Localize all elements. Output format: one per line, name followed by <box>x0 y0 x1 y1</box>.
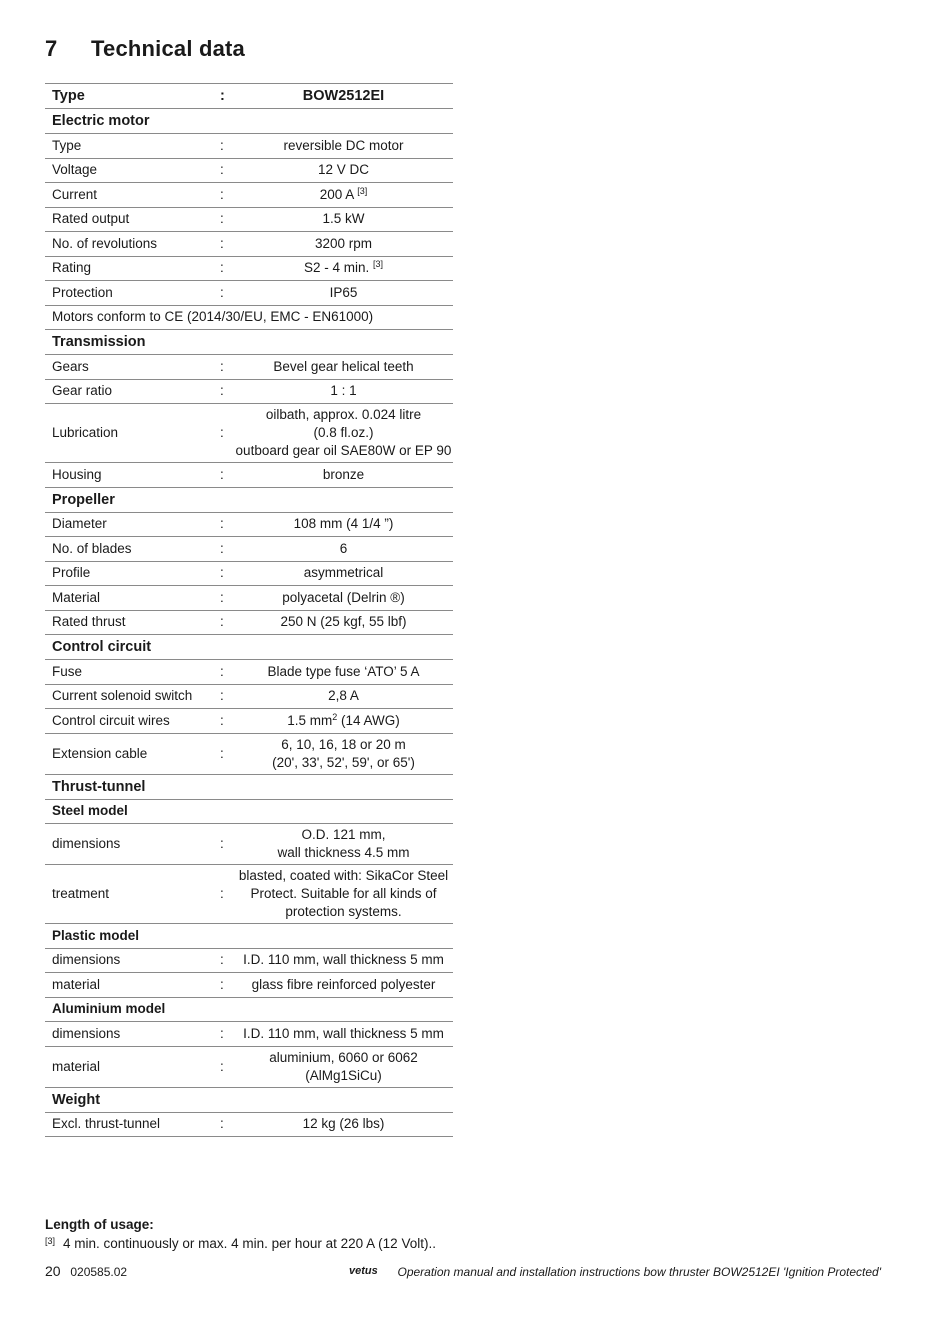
row-label: No. of revolutions <box>52 235 158 251</box>
row-colon: : <box>220 235 224 251</box>
row-value <box>234 586 453 611</box>
row-label: Rating <box>52 260 92 276</box>
row-colon: : <box>220 425 224 440</box>
spec-row <box>45 709 453 734</box>
section-title: Steel model <box>52 803 128 819</box>
value-text: 1.5 mm <box>287 712 333 728</box>
spec-row <box>45 134 453 159</box>
spec-table <box>45 83 453 1137</box>
section-header-plastic <box>45 924 453 949</box>
value-text: 1.5 kW <box>322 211 365 227</box>
section-title: Technical data <box>91 36 245 61</box>
value-text: Blade type fuse ‘ATO’ 5 A <box>267 663 420 679</box>
row-colon: : <box>220 1116 224 1132</box>
footnote-title: Length of usage: <box>45 1217 154 1232</box>
section-title: Aluminium model <box>52 1001 166 1017</box>
value-text: bronze <box>322 466 365 482</box>
row-colon: : <box>220 688 224 704</box>
row-colon: : <box>220 589 224 605</box>
value-text: 108 mm (4 1/4 ”) <box>293 516 394 532</box>
row-value <box>234 684 453 709</box>
value-text: I.D. 110 mm, wall thickness 5 mm <box>243 952 444 968</box>
value-line: (20', 33', 52', 59', or 65') <box>272 754 415 770</box>
value-text: reversible DC motor <box>283 137 404 153</box>
value-line: (0.8 fl.oz.) <box>313 425 374 440</box>
spec-row <box>45 586 453 611</box>
spec-row <box>45 973 453 998</box>
section-title: Plastic model <box>52 927 140 943</box>
spec-row <box>45 1112 453 1137</box>
row-colon: : <box>220 886 224 901</box>
row-value <box>234 660 453 685</box>
row-value <box>234 158 453 183</box>
spec-row <box>45 281 453 306</box>
row-colon: : <box>220 383 224 399</box>
spec-row <box>45 865 453 924</box>
row-colon: : <box>220 540 224 556</box>
row-colon: : <box>220 466 224 482</box>
spec-row <box>45 158 453 183</box>
value-text: 2,8 A <box>328 688 359 704</box>
row-colon: : <box>220 712 224 728</box>
spec-row <box>45 610 453 635</box>
spec-row <box>45 463 453 488</box>
section-header-electric_motor <box>45 109 453 134</box>
spec-row <box>45 537 453 562</box>
section-header-control_circuit <box>45 635 453 660</box>
row-colon: : <box>220 1058 224 1074</box>
row-colon: : <box>220 358 224 374</box>
row-colon: : <box>220 663 224 679</box>
doc-code: 020585.02 <box>70 1265 128 1279</box>
section-header-aluminium <box>45 997 453 1022</box>
row-label: Rated output <box>52 211 130 227</box>
row-label: Gear ratio <box>52 383 113 399</box>
value-text: polyacetal (Delrin ®) <box>282 589 405 605</box>
row-label: material <box>52 976 101 992</box>
value-text: (14 AWG) <box>337 712 400 728</box>
row-value <box>234 865 453 924</box>
section-title: Weight <box>52 1091 101 1108</box>
spec-row <box>45 561 453 586</box>
note-text: Motors conform to CE (2014/30/EU, EMC - EN61000) <box>52 309 374 325</box>
value-line: wall thickness 4.5 mm <box>277 845 410 860</box>
row-label: Fuse <box>52 663 83 679</box>
spec-row <box>45 183 453 208</box>
row-value <box>234 463 453 488</box>
row-colon: : <box>220 976 224 992</box>
spec-row <box>45 733 453 774</box>
spec-row <box>45 207 453 232</box>
row-label: dimensions <box>52 952 121 968</box>
row-value <box>234 733 453 774</box>
section-number: 7 <box>45 36 58 61</box>
row-label: Control circuit wires <box>52 712 170 728</box>
value-line: oilbath, approx. 0.024 litre <box>265 407 422 422</box>
footnote-text: 4 min. continuously or max. 4 min. per hour at 220 A (12 Volt).. <box>63 1236 436 1251</box>
section-title: Control circuit <box>52 639 152 655</box>
footnote-ref: [3] <box>357 185 368 196</box>
row-value: BOW2512EI <box>302 88 385 104</box>
value-text: 12 V DC <box>317 162 370 178</box>
value-text: 12 kg (26 lbs) <box>302 1116 385 1132</box>
value-line: 6, 10, 16, 18 or 20 m <box>281 736 406 752</box>
value-text: I.D. 110 mm, wall thickness 5 mm <box>243 1025 444 1041</box>
row-value <box>234 561 453 586</box>
row-label: Type <box>52 88 85 104</box>
row-label: Diameter <box>52 516 107 532</box>
value-line: protection systems. <box>285 904 402 919</box>
row-colon: : <box>220 516 224 532</box>
row-value <box>234 1046 453 1087</box>
value-text: 200 A <box>319 186 354 202</box>
row-value <box>234 512 453 537</box>
row-label: Material <box>52 589 101 605</box>
row-label: Excl. thrust-tunnel <box>52 1116 161 1132</box>
motor-conformity-note <box>45 305 453 330</box>
row-value <box>234 256 453 281</box>
row-label: Gears <box>52 358 89 374</box>
section-header-weight <box>45 1087 453 1112</box>
logo-text: vetus <box>349 1265 379 1276</box>
footnote-ref: [3] <box>373 259 384 270</box>
row-value <box>234 355 453 380</box>
spec-row <box>45 684 453 709</box>
value-text: 6 <box>339 540 348 556</box>
row-label: Lubrication <box>52 425 119 440</box>
row-label: Current solenoid switch <box>52 688 193 704</box>
row-value <box>234 1022 453 1047</box>
row-colon: : <box>220 745 224 761</box>
value-superscript: 2 <box>332 711 338 722</box>
spec-row <box>45 1022 453 1047</box>
row-value <box>234 207 453 232</box>
page-number: 20 <box>45 1263 61 1279</box>
spec-row <box>45 948 453 973</box>
value-line: outboard gear oil SAE80W or EP 90 <box>235 443 452 458</box>
value-line: O.D. 121 mm, <box>301 827 386 842</box>
value-text: 1 : 1 <box>330 383 357 399</box>
row-label: Profile <box>52 565 91 581</box>
section-title: Transmission <box>52 334 146 350</box>
row-label: Extension cable <box>52 745 148 761</box>
spec-row <box>45 232 453 257</box>
row-label: No. of blades <box>52 540 132 556</box>
row-label: Rated thrust <box>52 614 126 630</box>
row-colon: : <box>220 565 224 581</box>
document-title: Operation manual and installation instructions bow thruster BOW2512EI 'Ignition Protected' <box>397 1264 881 1279</box>
section-header-propeller <box>45 487 453 512</box>
row-value <box>234 537 453 562</box>
value-line: (AlMg1SiCu) <box>305 1067 382 1083</box>
row-colon: : <box>220 162 224 178</box>
row-label: dimensions <box>52 1025 121 1041</box>
row-colon: : <box>220 836 224 851</box>
row-label: treatment <box>52 886 110 901</box>
row-value <box>234 973 453 998</box>
vetus-logo <box>349 1264 393 1279</box>
section-title: Thrust-tunnel <box>52 778 146 795</box>
row-colon: : <box>220 952 224 968</box>
row-colon: : <box>220 137 224 153</box>
row-value <box>234 281 453 306</box>
section-header-transmission <box>45 330 453 355</box>
value-text: asymmetrical <box>303 565 384 581</box>
row-colon: : <box>220 211 224 227</box>
value-text: S2 - 4 min. <box>303 260 370 276</box>
value-line: Protect. Suitable for all kinds of <box>250 886 437 901</box>
row-label: dimensions <box>52 836 121 851</box>
spec-row <box>45 256 453 281</box>
spec-row <box>45 824 453 865</box>
value-text: 250 N (25 kgf, 55 lbf) <box>280 614 407 630</box>
row-label: Protection <box>52 284 113 300</box>
row-colon: : <box>220 1025 224 1041</box>
page-footer-right <box>349 1264 881 1279</box>
page-footer-left <box>45 1263 127 1279</box>
row-value <box>234 379 453 404</box>
value-text: 3200 rpm <box>314 235 373 251</box>
row-label: material <box>52 1058 101 1074</box>
section-header-thrust_tunnel <box>45 774 453 799</box>
spec-row <box>45 1046 453 1087</box>
value-line: aluminium, 6060 or 6062 <box>269 1049 418 1065</box>
row-value <box>234 1112 453 1137</box>
row-value <box>234 134 453 159</box>
type-header-row <box>45 84 453 109</box>
page-heading <box>45 36 245 62</box>
row-label: Housing <box>52 466 102 482</box>
row-colon: : <box>220 614 224 630</box>
spec-row <box>45 379 453 404</box>
row-value <box>234 824 453 865</box>
row-label: Voltage <box>52 162 98 178</box>
row-label: Type <box>52 137 82 153</box>
footnote <box>45 1236 436 1251</box>
spec-row <box>45 660 453 685</box>
value-text: Bevel gear helical teeth <box>273 358 414 374</box>
row-value <box>234 610 453 635</box>
row-colon: : <box>220 284 224 300</box>
section-title: Electric motor <box>52 113 150 129</box>
row-value <box>234 709 453 734</box>
row-value <box>234 183 453 208</box>
value-line: blasted, coated with: SikaCor Steel <box>238 868 449 883</box>
spec-row <box>45 355 453 380</box>
row-value <box>234 948 453 973</box>
row-label: Current <box>52 186 98 202</box>
value-text: glass fibre reinforced polyester <box>251 976 436 992</box>
value-text: IP65 <box>329 284 358 300</box>
row-value <box>234 404 453 463</box>
row-colon: : <box>220 260 224 276</box>
section-header-steel <box>45 799 453 824</box>
row-colon: : <box>220 88 225 104</box>
footnote-mark: [3] <box>45 1236 56 1246</box>
spec-row <box>45 404 453 463</box>
spec-row <box>45 512 453 537</box>
row-value <box>234 232 453 257</box>
row-colon: : <box>220 186 224 202</box>
section-title: Propeller <box>52 491 115 508</box>
